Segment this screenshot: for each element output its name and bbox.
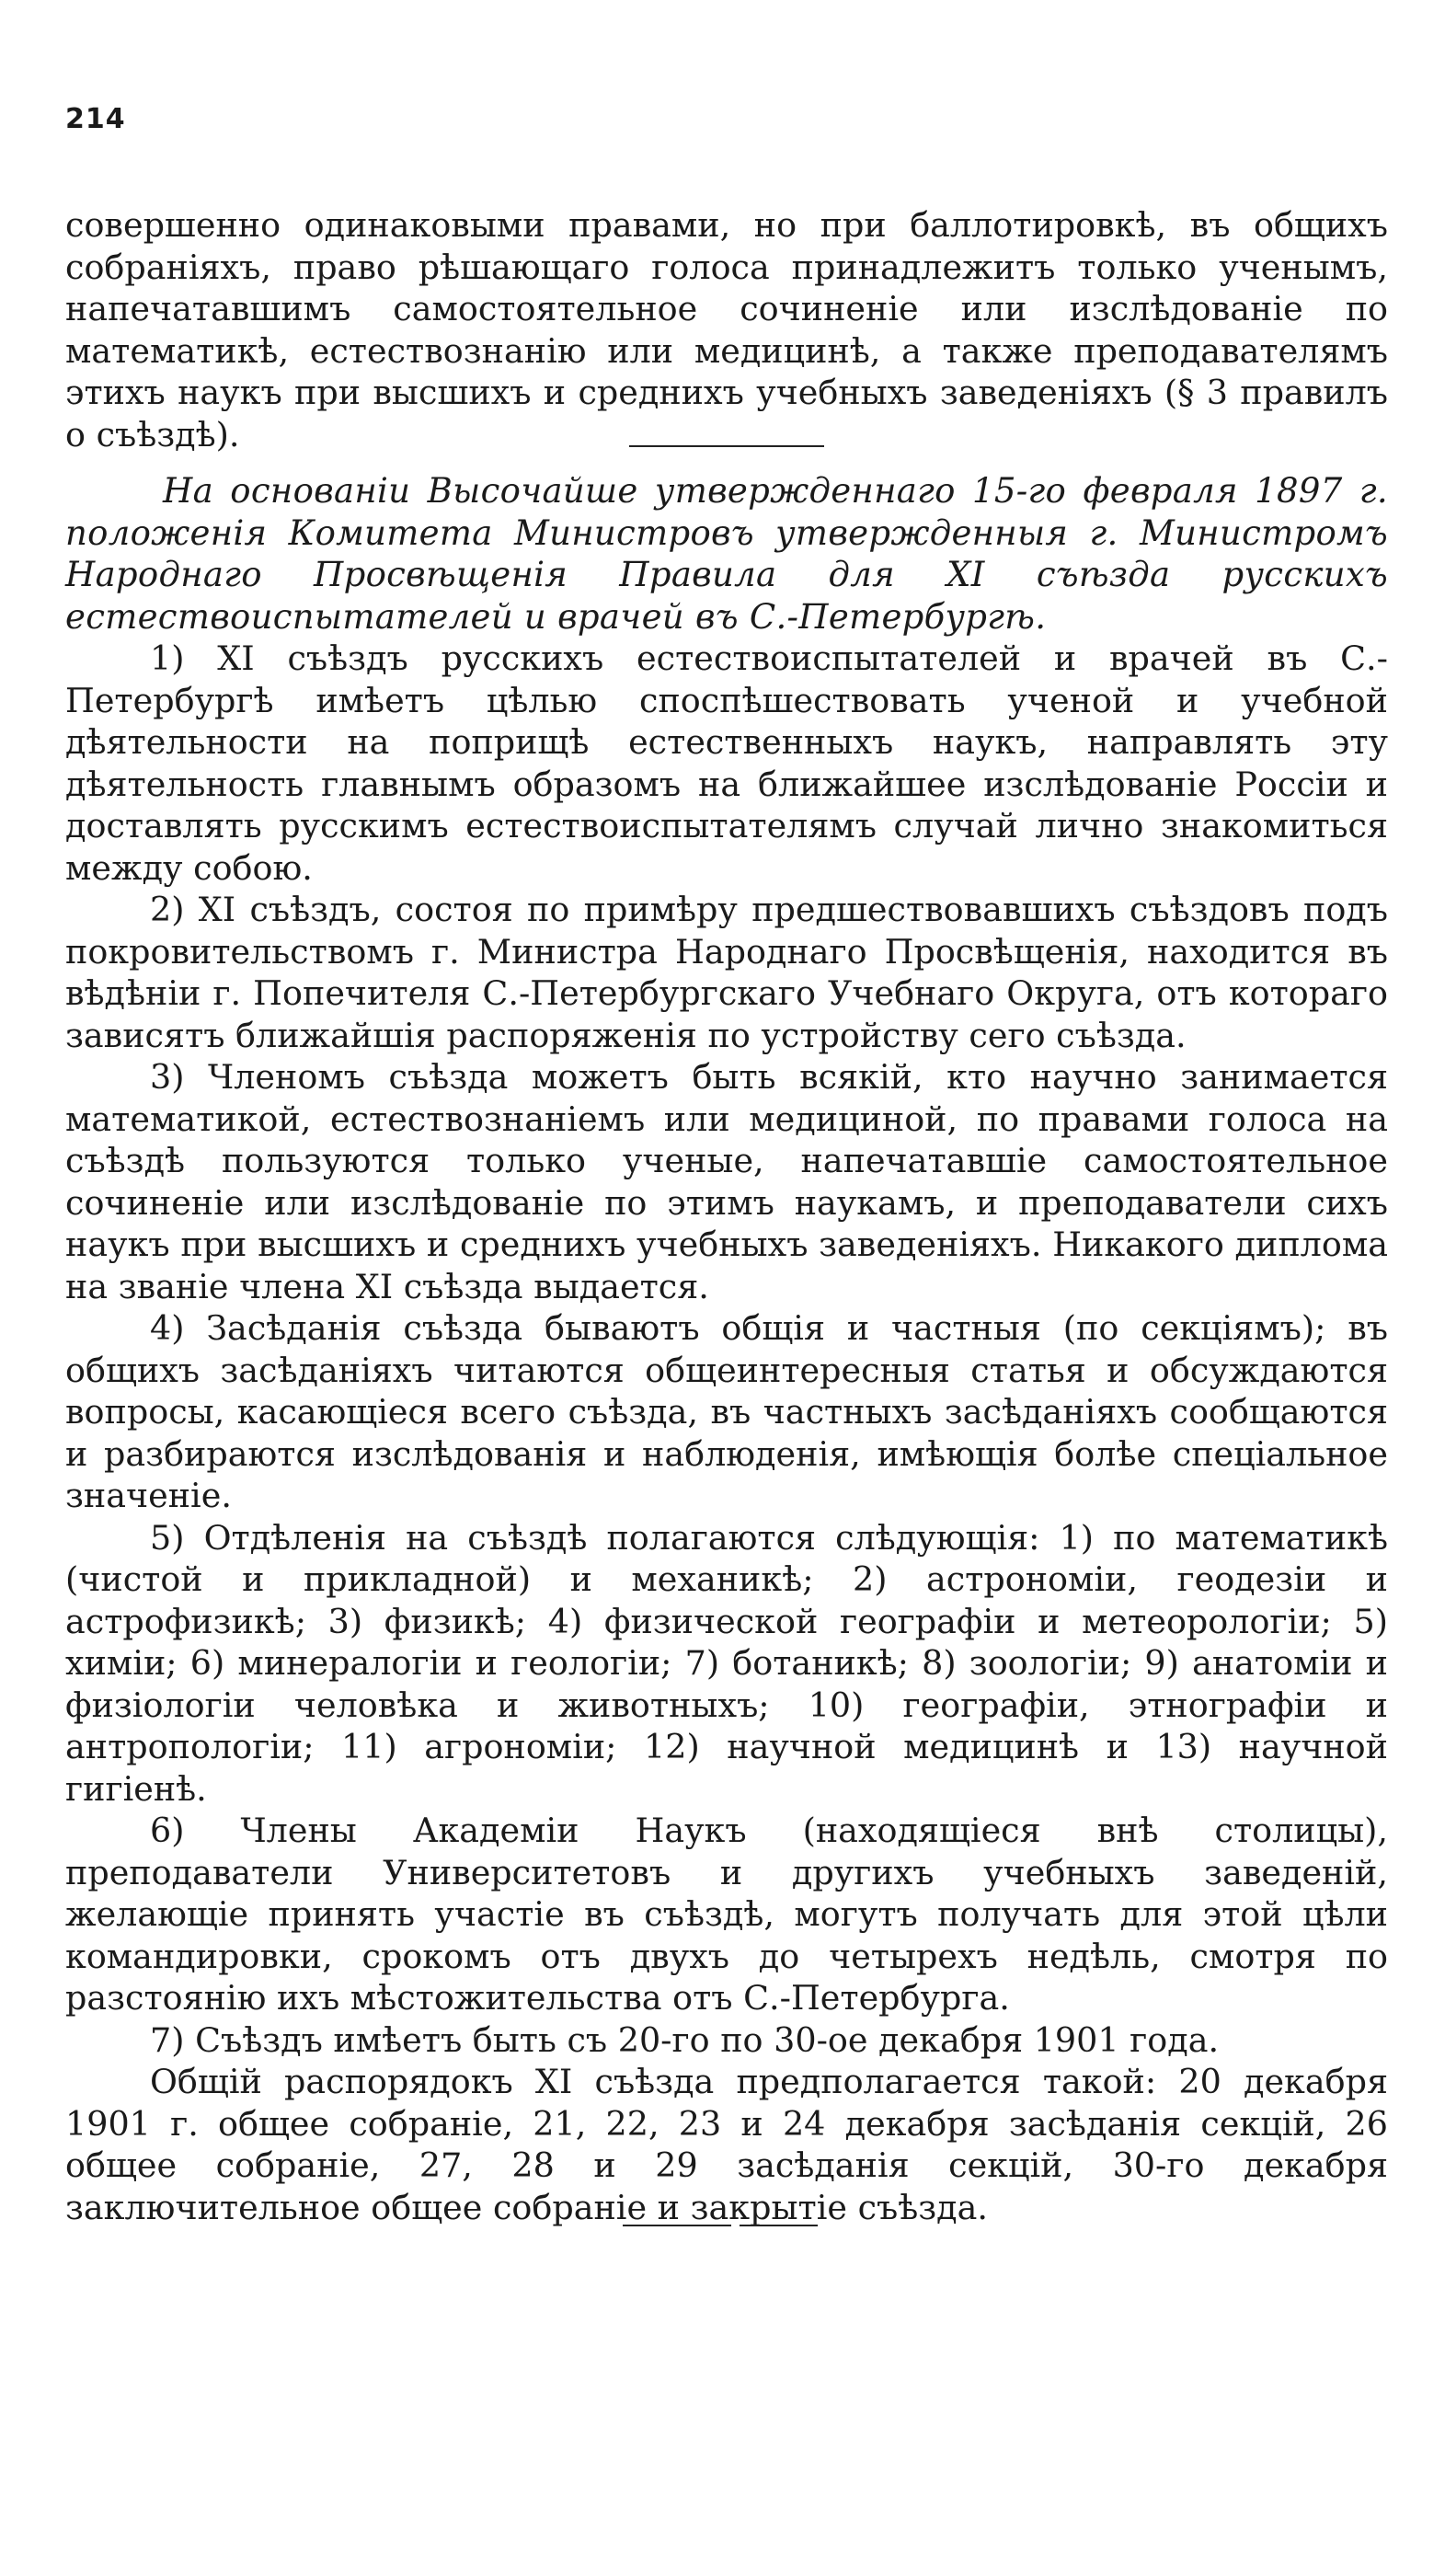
rule-item-2: 2) XI съѣздъ, состоя по примѣру предшествовавшихъ съѣздовъ подъ покровительствомъ г. Министра Народнаго Просвѣщенія, находится въ вѣдѣніи г. Попечителя С.-Петербургскаго Учебнаго Округа, отъ котораго зависятъ ближайшія распоряженія по устройству сего съѣзда. — [65, 890, 1388, 1055]
intro-block — [65, 204, 1388, 455]
rule-item-7: 7) Съѣздъ имѣетъ быть съ 20-го по 30-ое декабря 1901 года. — [150, 2019, 1220, 2060]
end-divider-left — [623, 2225, 731, 2226]
rule-item-1: 1) XI съѣздъ русскихъ естествоиспытателей и врачей въ С.-Петербургѣ имѣетъ цѣлью споспѣшествовать ученой и учебной дѣятельности на поприщѣ естественныхъ наукъ, направлять эту дѣятельность главнымъ образомъ на ближайшее изслѣдованіе Россіи и доставлять русскимъ естествоиспытателямъ случай лично знакомиться между собою. — [65, 638, 1388, 888]
rule-item-4: 4) Засѣданія съѣзда бываютъ общія и частныя (по секціямъ); въ общихъ засѣданіяхъ читаются общеинтересныя статья и обсуждаются вопросы, касающіеся всего съѣзда, въ частныхъ засѣданіяхъ сообщаются и разбираются изслѣдованія и наблюденія, имѣющія болѣе спеціальное значеніе. — [65, 1308, 1388, 1515]
rules-section — [65, 470, 1388, 2228]
intro-paragraph: совершенно одинаковыми правами, но при баллотировкѣ, въ общихъ собраніяхъ, право рѣшающаго голоса принадлежитъ только ученымъ, напечатавшимъ самостоятельное сочиненіе или изслѣдованіе по математикѣ, естествознанію или медицинѣ, а также преподавателямъ этихъ наукъ при высшихъ и среднихъ учебныхъ заведеніяхъ (§ 3 правилъ о съѣздѣ). — [65, 205, 1388, 454]
rule-item-5: 5) Отдѣленія на съѣздѣ полагаются слѣдующія: 1) по математикѣ (чистой и прикладной) и механикѣ; 2) астрономіи, геодезіи и астрофизикѣ; 3) физикѣ; 4) физической географіи и метеорологіи; 5) химіи; 6) минералогіи и геологіи; 7) ботаникѣ; 8) зоологіи; 9) анатоміи и физіологіи человѣка и животныхъ; 10) географіи, этнографіи и антропологіи; 11) агрономіи; 12) научной медицинѣ и 13) научной гигіенѣ. — [65, 1517, 1388, 1809]
rule-item-6: 6) Члены Академіи Наукъ (находящіеся внѣ столицы), преподаватели Университетовъ и другихъ учебныхъ заведеній, желающіе принять участіе въ съѣздѣ, могутъ получать для этой цѣли командировки, срокомъ отъ двухъ до четырехъ недѣль, смотря по разстоянію ихъ мѣстожительства отъ С.-Петербурга. — [65, 1811, 1388, 2018]
section-heading: На основаніи Высочайше утвержденнаго 15-го февраля 1897 г. положенія Комитета Министровъ утвержденныя г. Министромъ Народнаго Просвѣщенія Правила для XI съѣзда русскихъ естествоиспытателей и врачей въ С.-Петербургѣ. — [65, 471, 1388, 637]
rule-item-3: 3) Членомъ съѣзда можетъ быть всякій, кто научно занимается математикой, естествознаніемъ или медициной, по правами голоса на съѣздѣ пользуются только ученые, напечатавшіе самостоятельное сочиненіе или изслѣдованіе по этимъ наукамъ, и преподаватели сихъ наукъ при высшихъ и среднихъ учебныхъ заведеніяхъ. Никакого диплома на званіе члена XI съѣзда выдается. — [65, 1057, 1388, 1306]
end-divider-right — [740, 2225, 818, 2226]
page-number: 214 — [65, 103, 126, 135]
schedule-paragraph: Общій распорядокъ XI съѣзда предполагается такой: 20 декабря 1901 г. общее собраніе, 21, 22, 23 и 24 декабря засѣданія секцій, 26 общее собраніе, 27, 28 и 29 засѣданія секцій, 30-го декабря заключительное общее собраніе и закрытіе съѣзда. — [65, 2062, 1388, 2227]
section-divider — [629, 445, 824, 447]
